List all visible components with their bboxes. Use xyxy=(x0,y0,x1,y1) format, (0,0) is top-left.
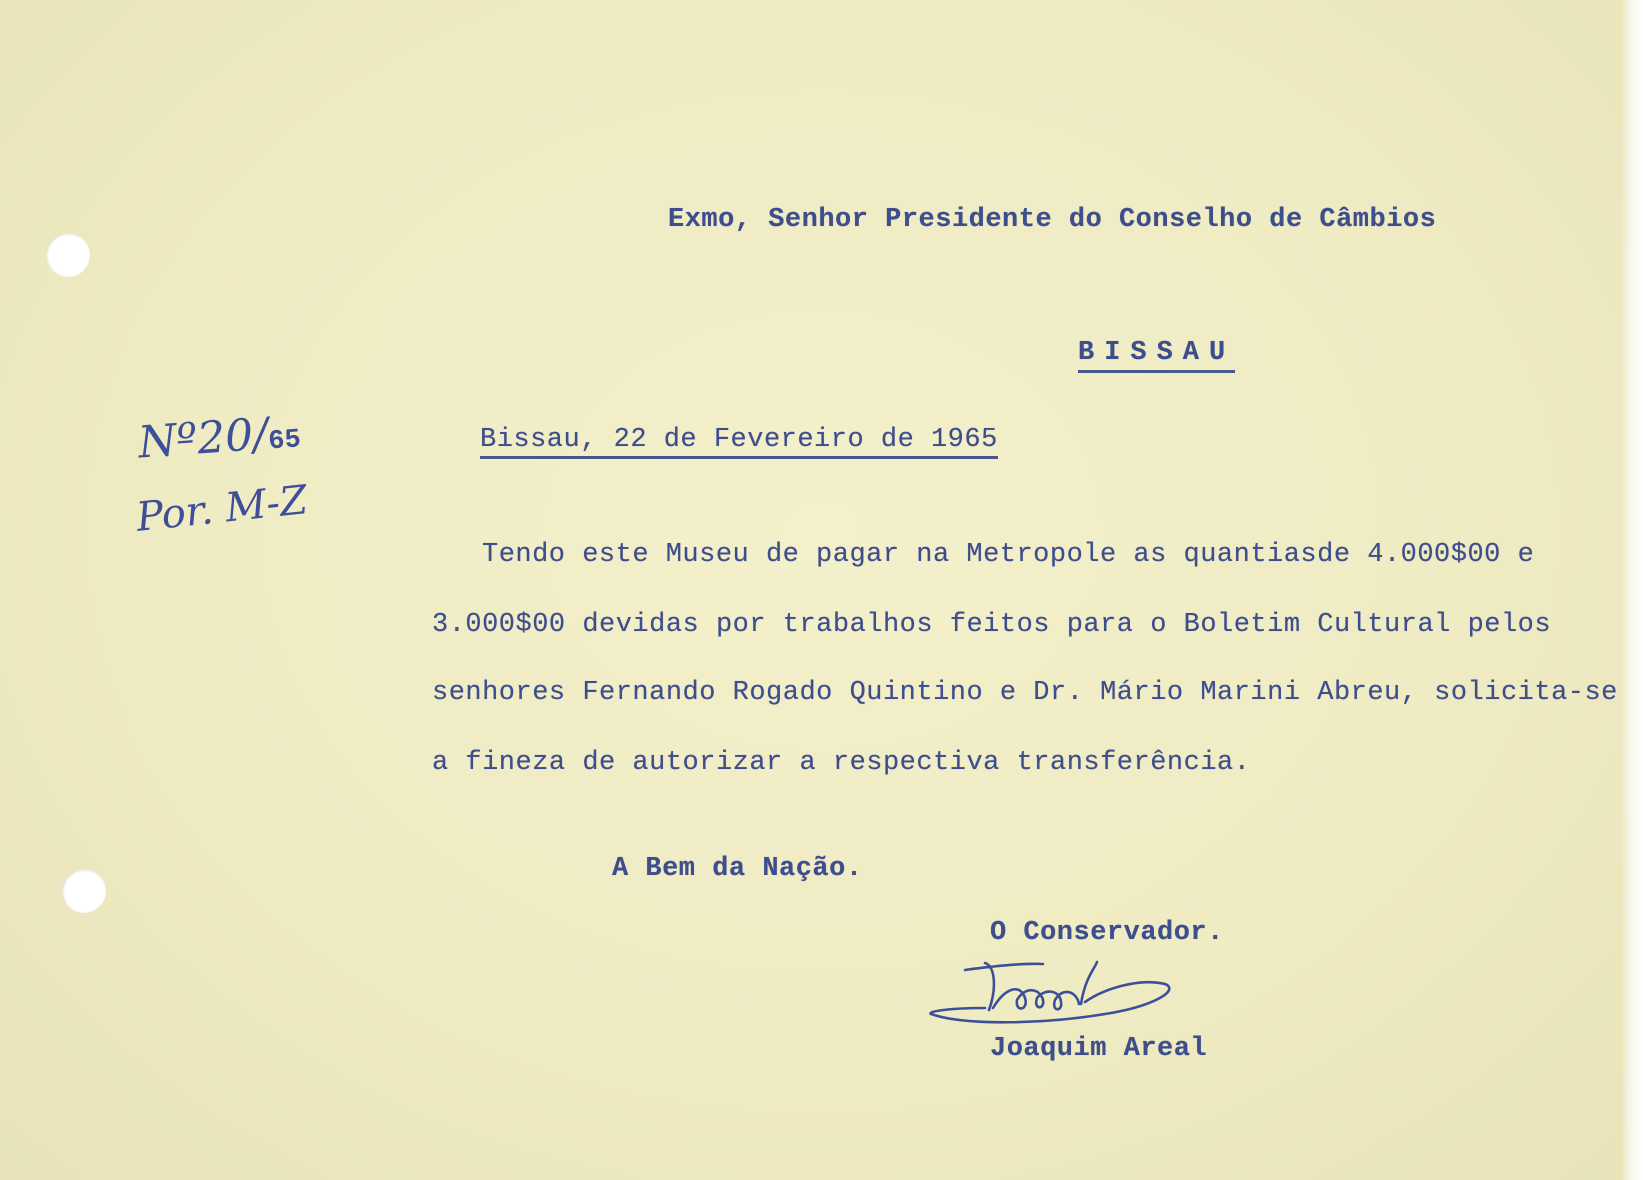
reference-typed: 65 xyxy=(267,425,302,458)
body-line-3: senhores Fernando Rogado Quintino e Dr. Mário Marini Abreu, solicita-se xyxy=(432,678,1618,708)
city-heading: BISSAU xyxy=(1078,338,1235,373)
reference-handwritten: Nº20/ xyxy=(136,408,270,469)
handwritten-signature xyxy=(925,958,1235,1038)
paper-edge xyxy=(1621,0,1643,1180)
punch-hole-bottom xyxy=(62,869,106,913)
closing-line: A Bem da Nação. xyxy=(612,854,863,884)
body-line-1: Tendo este Museu de pagar na Metropole as quantiasde 4.000$00 e xyxy=(482,540,1535,570)
body-line-4: a fineza de autorizar a respectiva transferência. xyxy=(432,748,1251,778)
body-line-2: 3.000$00 devidas por trabalhos feitos para o Boletim Cultural pelos xyxy=(432,610,1552,640)
date-line: Bissau, 22 de Fevereiro de 1965 xyxy=(480,425,998,459)
punch-hole-top xyxy=(46,233,90,277)
signer-name: Joaquim Areal xyxy=(990,1034,1208,1064)
signer-role: O Conservador. xyxy=(990,918,1224,948)
addressee-line: Exmo, Senhor Presidente do Conselho de Câmbios xyxy=(668,205,1437,235)
reference-number xyxy=(136,406,302,468)
handwritten-initials: Por. M-Z xyxy=(134,477,310,541)
